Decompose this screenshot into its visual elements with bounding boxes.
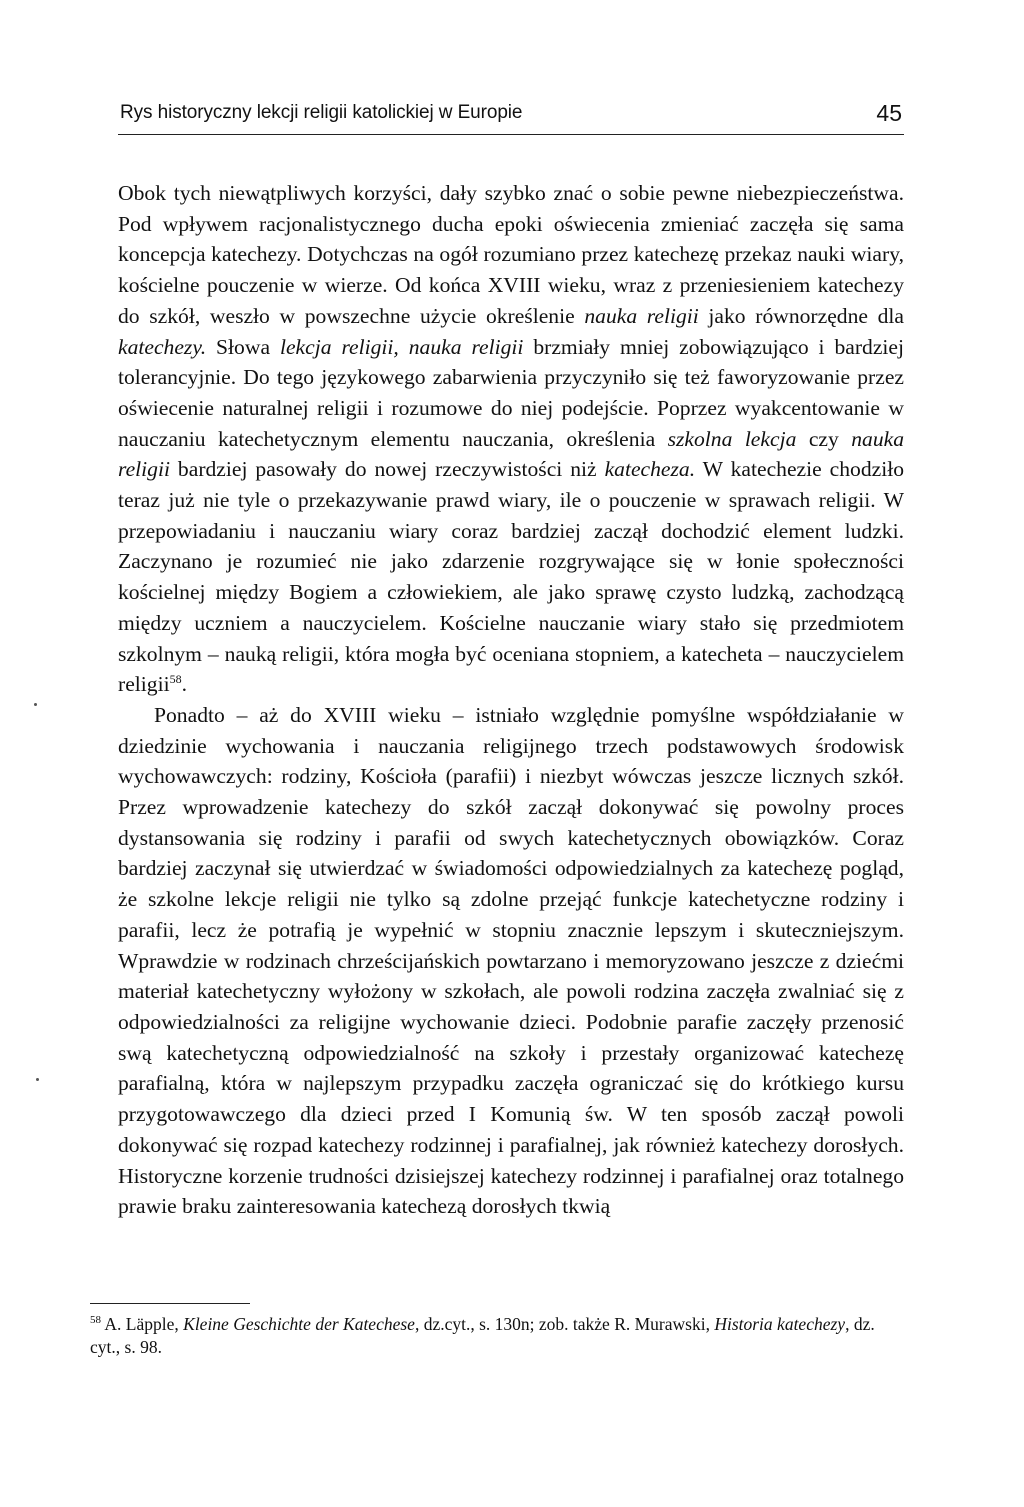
- text-run: , dz.cyt., s. 130n; zob. także R. Murawski,: [414, 1314, 715, 1334]
- footnote-reference[interactable]: 58: [169, 672, 182, 687]
- scan-speck: [36, 1078, 39, 1081]
- scan-speck: [34, 703, 37, 706]
- text-run: Obok tych niewątpliwych korzyści, dały szybko znać o sobie pewne niebezpieczeństwa. Pod wpływem racjonalistycznego ducha epoki oświecenia zmieniać zaczęła się sama koncepcja katechezy. Dotychczas na ogół rozumiano przez katechezę przekaz nauki wiary, kościelne pouczenie w wierze. Od końca XVIII wieku, wraz z przeniesieniem katechezy do szkół, weszło w powszechne użycie określenie: [118, 181, 904, 328]
- text-run: A. Läpple,: [101, 1314, 184, 1334]
- book-title: Historia katechezy: [714, 1314, 846, 1334]
- italic-term: katechezy.: [118, 334, 207, 359]
- italic-term: szkolna lekcja: [667, 426, 797, 451]
- footnote-number: 58: [90, 1314, 101, 1327]
- italic-term: nauka religii: [584, 303, 699, 328]
- text-run: czy: [796, 426, 852, 451]
- text-run: brzmiały mniej zobowiązująco i bardziej tolerancyjnie. Do tego językowego zabarwienia przyczyniło się też faworyzowanie przez oświecenie naturalnej religii i rozumowe do niej podejście. Poprzez wyakcentowanie w nauczaniu katechetycznym elementu nauczania, określenia: [118, 334, 904, 451]
- text-run: .: [181, 672, 187, 697]
- text-run: , dz. cyt., s. 98.: [90, 1314, 875, 1357]
- book-title: Kleine Geschichte der Katechese: [183, 1314, 415, 1334]
- text-run: W katechezie chodziło teraz już nie tyle o przekazywanie prawd wiary, ile o pouczenie w sprawach religii. W przepowiadaniu i nauczaniu wiary coraz bardziej zaczął dochodzić element ludzki. Zaczynano je rozumieć nie jako zdarzenie rozgrywające się w łonie społeczności kościelnej między Bogiem a człowiekiem, ale jako sprawę czysto ludzką, zachodzącą między uczniem a nauczycielem. Kościelne nauczanie wiary stało się przedmiotem szkolnym – nauką religii, która mogła być oceniana stopniem, a katecheta – nauczycielem religii: [118, 457, 905, 697]
- main-text: [118, 178, 904, 1222]
- paragraph-1: [118, 178, 904, 700]
- text-run: bardziej pasowały do nowej rzeczywistości niż: [169, 457, 605, 482]
- text-run: jako równorzędne dla: [698, 303, 905, 328]
- running-header: [118, 100, 904, 135]
- italic-term: nauka religii: [118, 426, 904, 482]
- footnote: [90, 1313, 906, 1359]
- paragraph-2: Ponadto – aż do XVIII wieku – istniało względnie pomyślne współdziałanie w dziedzinie wychowania i nauczania religijnego trzech podstawowych środowisk wychowawczych: rodziny, Kościoła (parafii) i niezbyt wówczas jeszcze licznych szkół. Przez wprowadzenie katechezy do szkół zaczął dokonywać się powolny proces dystansowania się rodziny i parafii od swych katechetycznych obowiązków. Coraz bardziej zaczynał się utwierdzać w świadomości odpowiedzialnych za katechezę pogląd, że szkolne lekcje religii nie tylko są zdolne przejąć funkcje katechetyczne rodziny i parafii, lecz że potrafią je wypełnić w stopniu znacznie lepszym i skuteczniejszym. Wprawdzie w rodzinach chrześcijańskich powtarzano i memoryzowano jeszcze z dziećmi materiał katechetyczny wyłożony w szkołach, ale powoli rodzina zaczęła zwalniać się z odpowiedzialności za religijne wychowanie dzieci. Podobnie parafie zaczęły przenosić swą katechetyczną odpowiedzialność na szkoły i przestały organizować katechezę parafialną, która w najlepszym przypadku zaczęła ograniczać się do krótkiego kursu przygotowawczego dla dzieci przed I Komunią św. W ten sposób zaczął powoli dokonywać się rozpad katechezy rodzinnej i parafialnej, jak również katechezy dorosłych. Historyczne korzenie trudności dzisiejszej katechezy rodzinnej i parafialnej oraz totalnego prawie braku zainteresowania katechezą dorosłych tkwią: [118, 702, 904, 1219]
- italic-term: katecheza.: [604, 457, 696, 482]
- page-number: 45: [876, 100, 902, 126]
- text-run: Słowa: [206, 334, 280, 359]
- italic-term: lekcja religii, nauka religii: [279, 334, 524, 359]
- running-title: Rys historyczny lekcji religii katolickiej w Europie: [120, 102, 523, 123]
- footnote-separator: [90, 1303, 250, 1304]
